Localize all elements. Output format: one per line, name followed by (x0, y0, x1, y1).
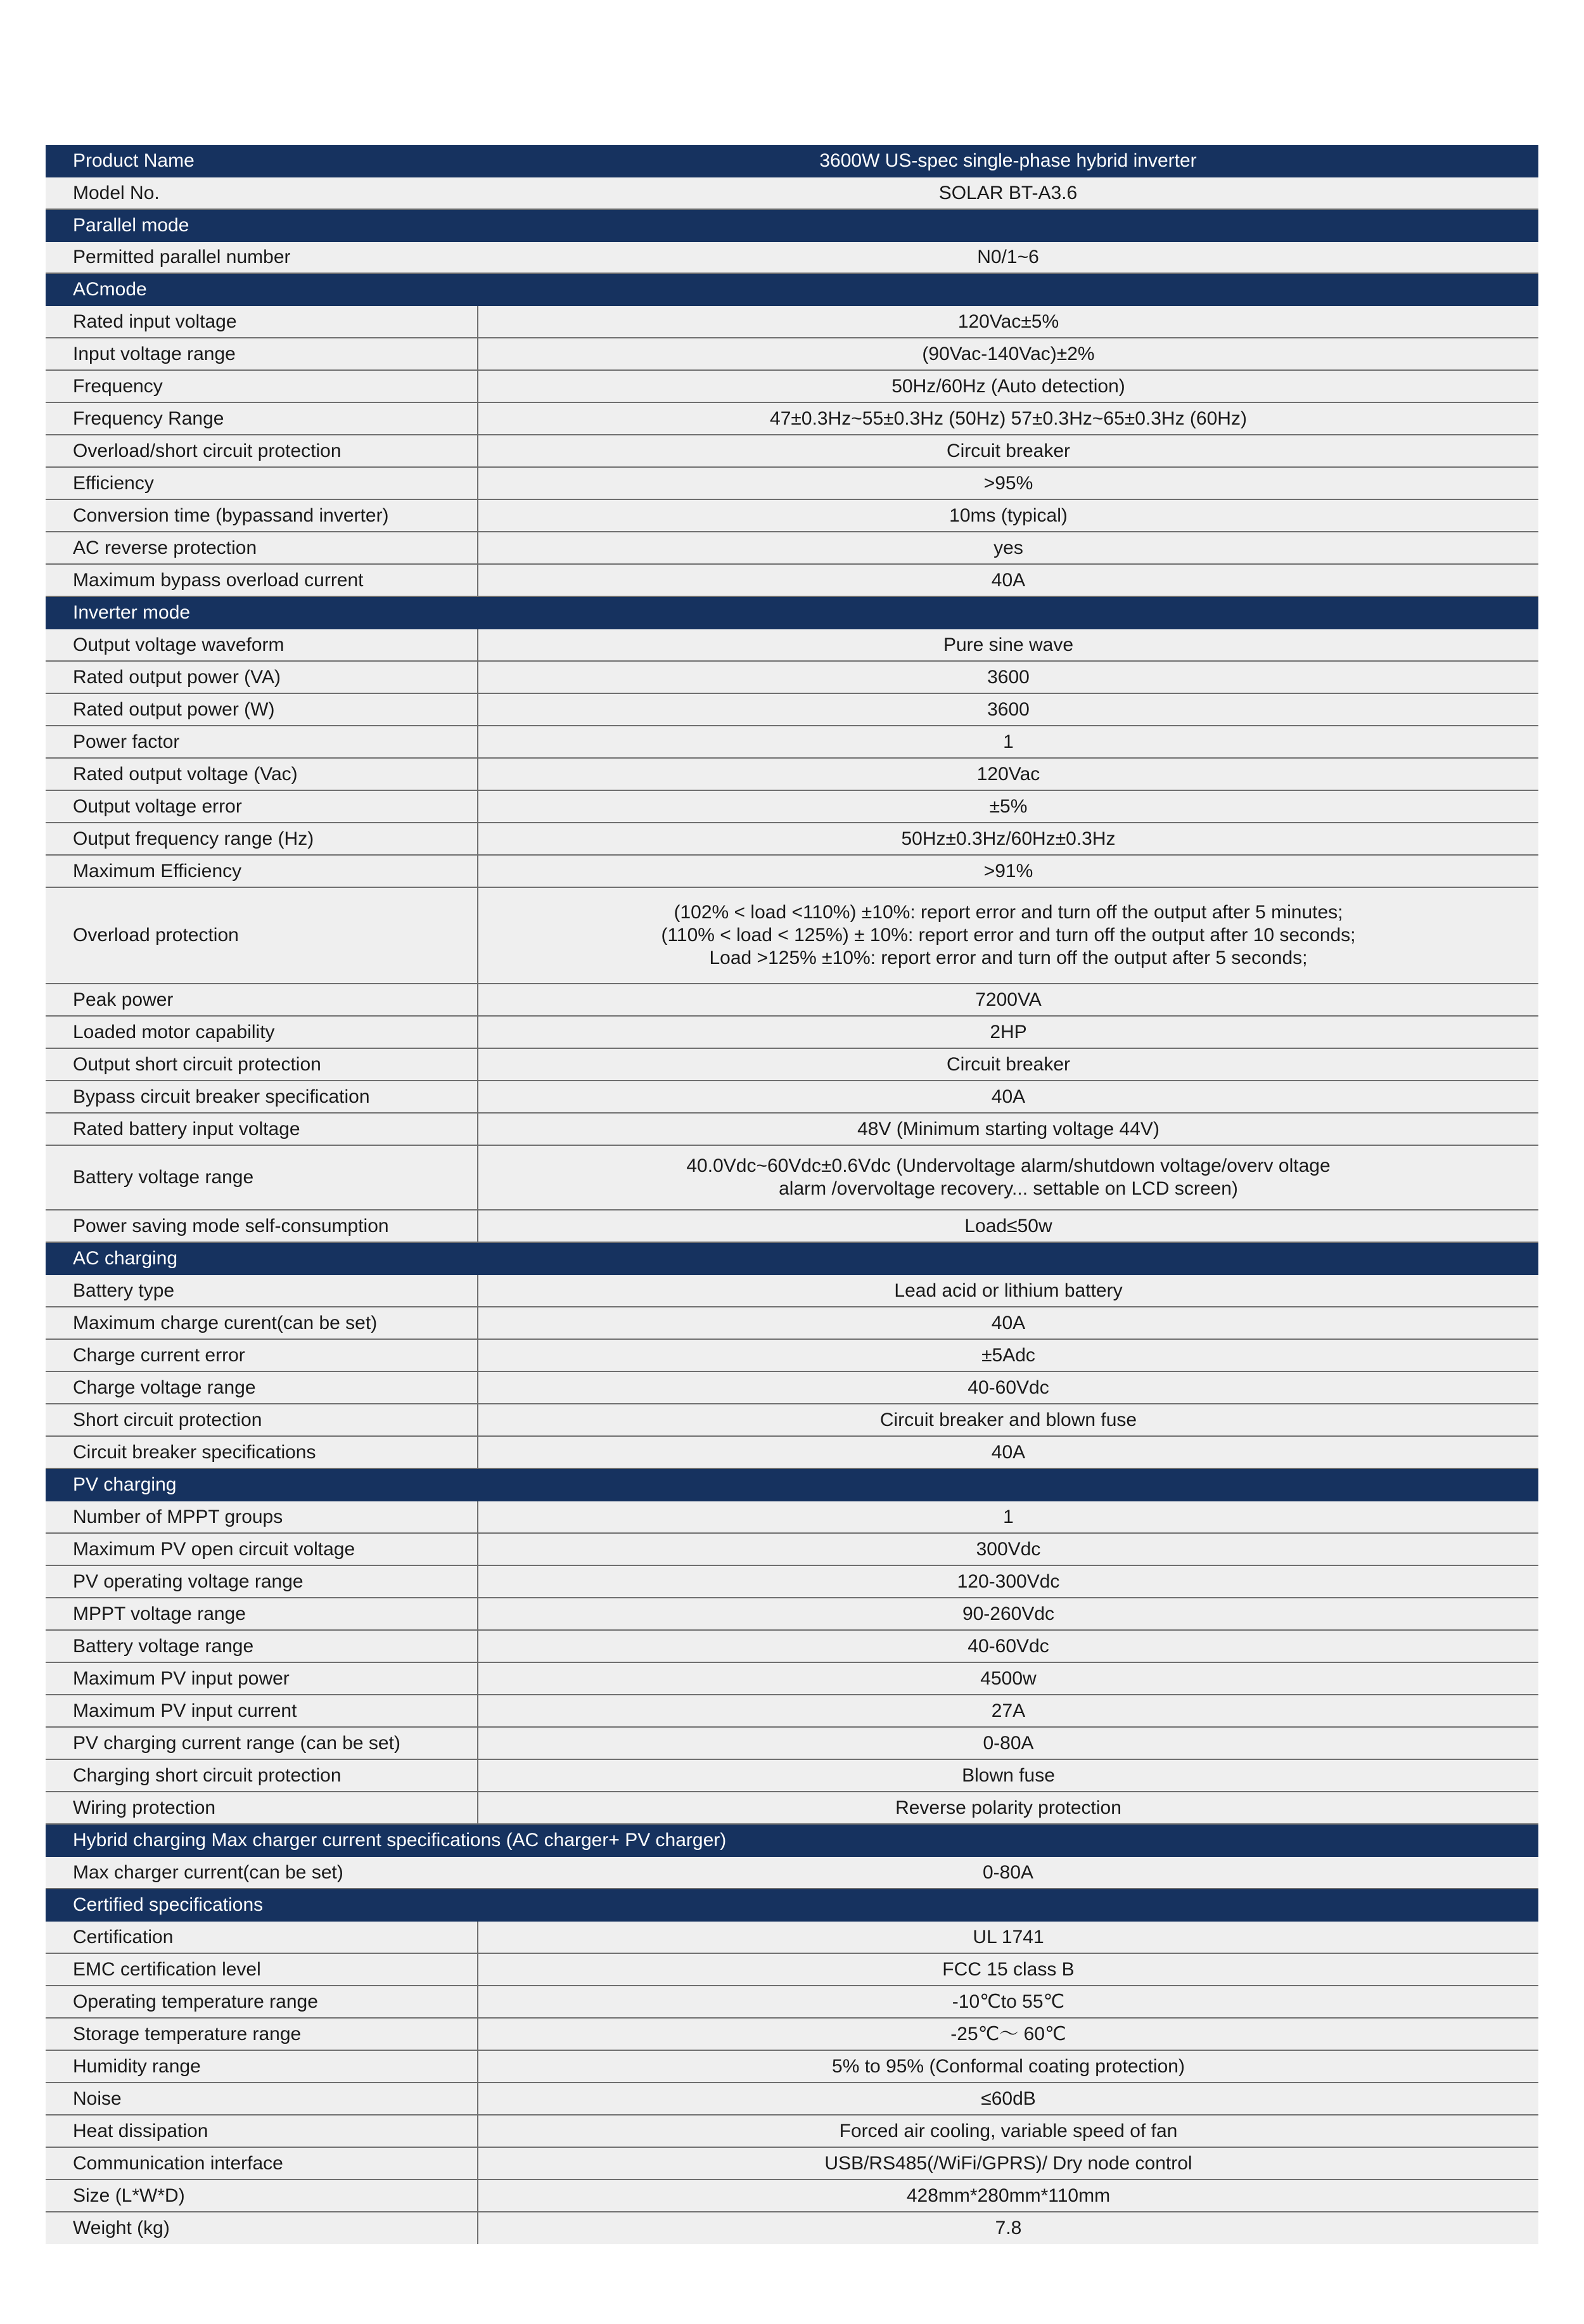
spec-row (46, 1274, 1538, 1307)
spec-row (46, 241, 1538, 273)
spec-label: Rated output power (W) (46, 693, 478, 726)
spec-row (46, 1533, 1538, 1565)
spec-label: Storage temperature range (46, 2018, 478, 2050)
spec-label: Charge voltage range (46, 1371, 478, 1404)
spec-value: 27A (478, 1695, 1538, 1727)
spec-label: Model No. (46, 177, 478, 209)
spec-value: Blown fuse (478, 1759, 1538, 1792)
spec-value: -25℃～ 60℃ (478, 2018, 1538, 2050)
spec-row (46, 629, 1538, 661)
spec-row (46, 823, 1538, 855)
spec-label: Bypass circuit breaker specification (46, 1081, 478, 1113)
spec-value: 7200VA (478, 984, 1538, 1016)
product-header-row (46, 145, 1538, 177)
spec-value: yes (478, 532, 1538, 564)
spec-label: Maximum PV input power (46, 1662, 478, 1695)
spec-value: 0-80A (478, 1856, 1538, 1889)
spec-row (46, 1921, 1538, 1953)
spec-row (46, 1662, 1538, 1695)
spec-label: Efficiency (46, 467, 478, 499)
spec-value: 10ms (typical) (478, 499, 1538, 532)
spec-row (46, 499, 1538, 532)
spec-row (46, 693, 1538, 726)
spec-value: UL 1741 (478, 1921, 1538, 1953)
spec-label: Communication interface (46, 2147, 478, 2180)
spec-row (46, 2083, 1538, 2115)
spec-label: Product Name (46, 145, 478, 177)
spec-value: 90-260Vdc (478, 1598, 1538, 1630)
spec-value: ≤60dB (478, 2083, 1538, 2115)
spec-label: Heat dissipation (46, 2115, 478, 2147)
section-header-row (46, 1468, 1538, 1501)
spec-row (46, 2212, 1538, 2244)
spec-value: 40A (478, 1081, 1538, 1113)
spec-value: >91% (478, 855, 1538, 887)
spec-label: Circuit breaker specifications (46, 1436, 478, 1468)
spec-label: Max charger current(can be set) (46, 1856, 478, 1889)
spec-value: Pure sine wave (478, 629, 1538, 661)
spec-label: Operating temperature range (46, 1986, 478, 2018)
spec-row (46, 1371, 1538, 1404)
spec-value-line: (110% < load < 125%) ± 10%: report error and turn off the output after 10 seconds; (661, 925, 1356, 946)
spec-table (46, 145, 1538, 2244)
spec-label: Rated output voltage (Vac) (46, 758, 478, 790)
spec-row (46, 1081, 1538, 1113)
spec-label: EMC certification level (46, 1953, 478, 1986)
spec-value: 40A (478, 564, 1538, 596)
spec-row (46, 1145, 1538, 1210)
spec-label: Loaded motor capability (46, 1016, 478, 1048)
spec-row (46, 1404, 1538, 1436)
spec-value: 300Vdc (478, 1533, 1538, 1565)
section-title: Inverter mode (46, 596, 1538, 629)
spec-label: Humidity range (46, 2050, 478, 2083)
spec-value: -10℃to 55℃ (478, 1986, 1538, 2018)
section-title: Certified specifications (46, 1889, 1538, 1921)
spec-label: Output voltage waveform (46, 629, 478, 661)
spec-row (46, 305, 1538, 338)
spec-value: 120Vac (478, 758, 1538, 790)
spec-value: 47±0.3Hz~55±0.3Hz (50Hz) 57±0.3Hz~65±0.3Hz (60Hz) (478, 402, 1538, 435)
spec-value: 2HP (478, 1016, 1538, 1048)
spec-value: (90Vac-140Vac)±2% (478, 338, 1538, 370)
section-title: ACmode (46, 273, 1538, 305)
spec-row (46, 887, 1538, 984)
spec-label: Power factor (46, 726, 478, 758)
spec-row (46, 2050, 1538, 2083)
spec-row (46, 532, 1538, 564)
section-header-row (46, 273, 1538, 305)
spec-value: ±5% (478, 790, 1538, 823)
spec-value: Circuit breaker and blown fuse (478, 1404, 1538, 1436)
spec-label: Battery voltage range (46, 1630, 478, 1662)
spec-label: Charge current error (46, 1339, 478, 1371)
spec-label: Battery voltage range (46, 1145, 478, 1210)
spec-label: Permitted parallel number (46, 241, 478, 273)
spec-label: Wiring protection (46, 1792, 478, 1824)
spec-value: ±5Adc (478, 1339, 1538, 1371)
spec-label: Conversion time (bypassand inverter) (46, 499, 478, 532)
section-header-row (46, 1242, 1538, 1274)
spec-value: N0/1~6 (478, 241, 1538, 273)
spec-row (46, 2180, 1538, 2212)
spec-value: 40A (478, 1307, 1538, 1339)
spec-label: Overload protection (46, 887, 478, 984)
spec-label: Rated battery input voltage (46, 1113, 478, 1145)
spec-row (46, 1113, 1538, 1145)
section-header-row (46, 1824, 1538, 1856)
section-title: AC charging (46, 1242, 1538, 1274)
spec-value: 50Hz±0.3Hz/60Hz±0.3Hz (478, 823, 1538, 855)
spec-value: 50Hz/60Hz (Auto detection) (478, 370, 1538, 402)
spec-value: Circuit breaker (478, 1048, 1538, 1081)
spec-value-line: alarm /overvoltage recovery... settable on LCD screen) (779, 1178, 1238, 1199)
spec-label: Frequency Range (46, 402, 478, 435)
spec-label: Charging short circuit protection (46, 1759, 478, 1792)
spec-label: PV charging current range (can be set) (46, 1727, 478, 1759)
spec-value: Circuit breaker (478, 435, 1538, 467)
section-header-row (46, 596, 1538, 629)
spec-row (46, 1630, 1538, 1662)
spec-value: 5% to 95% (Conformal coating protection) (478, 2050, 1538, 2083)
spec-value: 3600 (478, 693, 1538, 726)
spec-value: 428mm*280mm*110mm (478, 2180, 1538, 2212)
spec-label: Overload/short circuit protection (46, 435, 478, 467)
spec-value: 0-80A (478, 1727, 1538, 1759)
spec-value: FCC 15 class B (478, 1953, 1538, 1986)
spec-row (46, 1501, 1538, 1533)
section-header-row (46, 1889, 1538, 1921)
section-header-row (46, 209, 1538, 241)
spec-label: Input voltage range (46, 338, 478, 370)
spec-label: Maximum bypass overload current (46, 564, 478, 596)
spec-value: Forced air cooling, variable speed of fan (478, 2115, 1538, 2147)
spec-row (46, 758, 1538, 790)
spec-row (46, 177, 1538, 209)
spec-row (46, 1307, 1538, 1339)
section-title: PV charging (46, 1468, 1538, 1501)
spec-value-line: Load >125% ±10%: report error and turn off the output after 5 seconds; (709, 947, 1308, 968)
spec-row (46, 370, 1538, 402)
spec-label: Peak power (46, 984, 478, 1016)
section-title: Hybrid charging Max charger current specifications (AC charger+ PV charger) (46, 1824, 1538, 1856)
spec-row (46, 1792, 1538, 1824)
spec-value: 48V (Minimum starting voltage 44V) (478, 1113, 1538, 1145)
spec-label: Output short circuit protection (46, 1048, 478, 1081)
spec-label: Maximum Efficiency (46, 855, 478, 887)
spec-row (46, 564, 1538, 596)
spec-value: Load≤50w (478, 1210, 1538, 1242)
spec-label: Noise (46, 2083, 478, 2115)
spec-label: Rated input voltage (46, 305, 478, 338)
section-title: Parallel mode (46, 209, 1538, 241)
spec-label: Battery type (46, 1274, 478, 1307)
spec-label: Size (L*W*D) (46, 2180, 478, 2212)
spec-label: PV operating voltage range (46, 1565, 478, 1598)
spec-row (46, 984, 1538, 1016)
spec-label: Certification (46, 1921, 478, 1953)
spec-value (478, 1145, 1538, 1210)
spec-value: Lead acid or lithium battery (478, 1274, 1538, 1307)
spec-value (478, 887, 1538, 984)
spec-row (46, 1016, 1538, 1048)
spec-row (46, 338, 1538, 370)
spec-row (46, 1436, 1538, 1468)
spec-value: Reverse polarity protection (478, 1792, 1538, 1824)
spec-value: 3600W US-spec single-phase hybrid inverter (478, 145, 1538, 177)
spec-row (46, 1339, 1538, 1371)
spec-value: 4500w (478, 1662, 1538, 1695)
spec-row (46, 2115, 1538, 2147)
spec-row (46, 1759, 1538, 1792)
spec-value: 120Vac±5% (478, 305, 1538, 338)
spec-row (46, 2147, 1538, 2180)
spec-label: Frequency (46, 370, 478, 402)
spec-row (46, 1210, 1538, 1242)
spec-value: 40-60Vdc (478, 1371, 1538, 1404)
spec-label: Short circuit protection (46, 1404, 478, 1436)
spec-row (46, 1856, 1538, 1889)
spec-value: 3600 (478, 661, 1538, 693)
spec-row (46, 790, 1538, 823)
spec-label: Output voltage error (46, 790, 478, 823)
spec-row (46, 402, 1538, 435)
spec-value: >95% (478, 467, 1538, 499)
spec-row (46, 1695, 1538, 1727)
spec-row (46, 467, 1538, 499)
spec-label: MPPT voltage range (46, 1598, 478, 1630)
spec-value: 1 (478, 1501, 1538, 1533)
spec-value: SOLAR BT-A3.6 (478, 177, 1538, 209)
spec-value: 7.8 (478, 2212, 1538, 2244)
spec-row (46, 1565, 1538, 1598)
spec-label: Weight (kg) (46, 2212, 478, 2244)
spec-row (46, 1598, 1538, 1630)
spec-row (46, 1048, 1538, 1081)
spec-row (46, 1727, 1538, 1759)
spec-label: Output frequency range (Hz) (46, 823, 478, 855)
spec-label: Power saving mode self-consumption (46, 1210, 478, 1242)
spec-row (46, 661, 1538, 693)
spec-row (46, 1953, 1538, 1986)
spec-label: Maximum PV input current (46, 1695, 478, 1727)
spec-label: Maximum PV open circuit voltage (46, 1533, 478, 1565)
spec-label: Maximum charge curent(can be set) (46, 1307, 478, 1339)
spec-value: 1 (478, 726, 1538, 758)
spec-value: 40-60Vdc (478, 1630, 1538, 1662)
spec-row (46, 726, 1538, 758)
spec-row (46, 2018, 1538, 2050)
spec-label: AC reverse protection (46, 532, 478, 564)
spec-value: USB/RS485(/WiFi/GPRS)/ Dry node control (478, 2147, 1538, 2180)
spec-row (46, 435, 1538, 467)
spec-row (46, 1986, 1538, 2018)
spec-label: Number of MPPT groups (46, 1501, 478, 1533)
spec-value: 40A (478, 1436, 1538, 1468)
spec-value-line: 40.0Vdc~60Vdc±0.6Vdc (Undervoltage alarm/shutdown voltage/overv oltage (686, 1155, 1331, 1176)
spec-row (46, 855, 1538, 887)
spec-value: 120-300Vdc (478, 1565, 1538, 1598)
spec-label: Rated output power (VA) (46, 661, 478, 693)
spec-value-line: (102% < load <110%) ±10%: report error and turn off the output after 5 minutes; (674, 902, 1343, 923)
